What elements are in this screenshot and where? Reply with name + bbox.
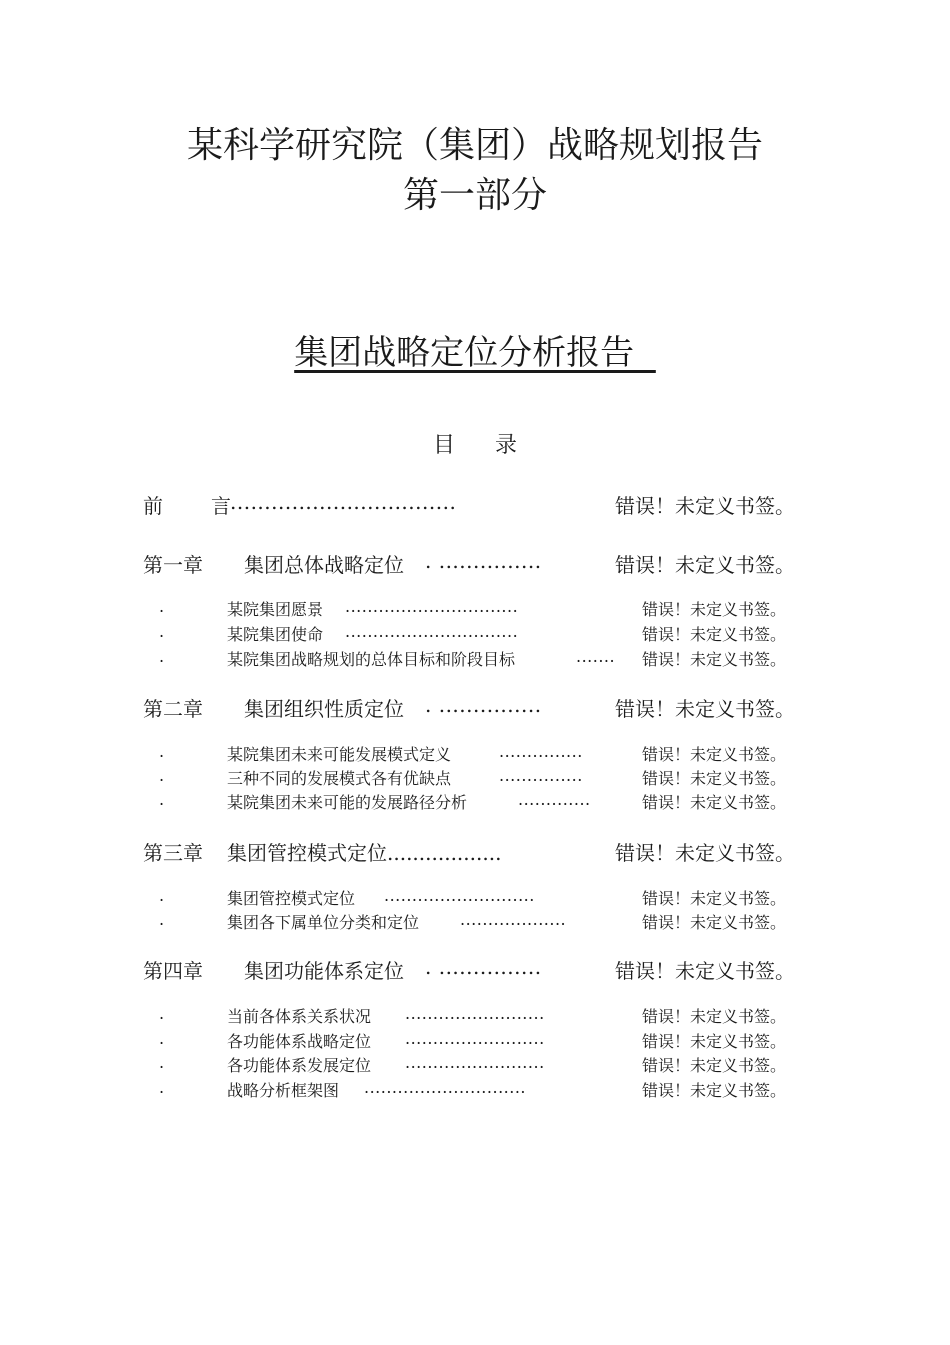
toc-chapter-number: 第二章 bbox=[143, 697, 203, 721]
toc-heading: 目录 bbox=[432, 433, 557, 458]
toc-leader-dots: ............... bbox=[499, 742, 583, 761]
toc-page-ref: 错误！未定义书签。 bbox=[642, 1081, 787, 1100]
toc-chapter-title: 集团总体战略定位 bbox=[244, 553, 404, 577]
toc-section-title: 某院集团未来可能发展模式定义 bbox=[227, 745, 452, 764]
toc-bullet: . bbox=[159, 1029, 165, 1048]
toc-chapter-title: 集团管控模式定位.................. bbox=[227, 841, 502, 865]
toc-leader-dots: ................... bbox=[460, 910, 567, 929]
toc-bullet: . bbox=[159, 1004, 165, 1023]
toc-chapter-title: 集团功能体系定位 bbox=[244, 959, 404, 983]
toc-leader-dots: ............................... bbox=[345, 597, 519, 616]
toc-page-ref: 错误！未定义书签。 bbox=[642, 1007, 787, 1026]
toc-bullet: . bbox=[159, 1078, 165, 1097]
toc-section-title: 某院集团战略规划的总体目标和阶段目标 bbox=[227, 650, 516, 669]
toc-chapter-number: 第四章 bbox=[143, 959, 203, 983]
toc-section-title: 各功能体系战略定位 bbox=[227, 1032, 372, 1051]
toc-page-ref: 错误！未定义书签。 bbox=[615, 697, 795, 721]
toc-leader-dots: . ............... bbox=[425, 693, 542, 717]
toc-bullet: . bbox=[159, 622, 165, 641]
toc-page-ref: 错误！未定义书签。 bbox=[642, 769, 787, 788]
toc-leader-dots: ....... bbox=[576, 647, 616, 666]
toc-page-ref: 错误！未定义书签。 bbox=[642, 793, 787, 812]
toc-page-ref: 错误！未定义书签。 bbox=[615, 959, 795, 983]
toc-page-ref: 错误！未定义书签。 bbox=[642, 913, 787, 932]
part-title: 第一部分 bbox=[402, 175, 547, 216]
toc-bullet: . bbox=[159, 597, 165, 616]
toc-page-ref: 错误！未定义书签。 bbox=[615, 553, 795, 577]
toc-page-ref: 错误！未定义书签。 bbox=[615, 494, 795, 518]
toc-bullet: . bbox=[159, 766, 165, 785]
toc-page-ref: 错误！未定义书签。 bbox=[642, 625, 787, 644]
toc-page-ref: 错误！未定义书签。 bbox=[642, 600, 787, 619]
toc-section-title: 集团管控模式定位 bbox=[227, 889, 356, 908]
toc-leader-dots: . ............... bbox=[425, 955, 542, 979]
toc-leader-dots: ............................... bbox=[345, 622, 519, 641]
toc-bullet: . bbox=[159, 910, 165, 929]
toc-page-ref: 错误！未定义书签。 bbox=[642, 1056, 787, 1075]
toc-section-title: 当前各体系关系状况 bbox=[227, 1007, 372, 1026]
report-title: 集团战略定位分析报告 bbox=[294, 333, 656, 373]
toc-leader-dots: ......................... bbox=[405, 1053, 545, 1072]
toc-bullet: . bbox=[159, 1053, 165, 1072]
toc-leader-dots: ........................... bbox=[384, 886, 535, 905]
toc-bullet: . bbox=[159, 790, 165, 809]
toc-section-title: 某院集团愿景 bbox=[227, 600, 324, 619]
toc-leader-dots: ......................... bbox=[405, 1004, 545, 1023]
toc-leader-dots: . ............... bbox=[425, 549, 542, 573]
toc-page-ref: 错误！未定义书签。 bbox=[615, 841, 795, 865]
toc-section-title: 集团各下属单位分类和定位 bbox=[227, 913, 420, 932]
toc-section-title: 各功能体系发展定位 bbox=[227, 1056, 372, 1075]
toc-leader-dots: ................................. bbox=[230, 490, 457, 514]
toc-leader-dots: ......................... bbox=[405, 1029, 545, 1048]
toc-section-title: 某院集团使命 bbox=[227, 625, 324, 644]
toc-bullet: . bbox=[159, 742, 165, 761]
toc-page-ref: 错误！未定义书签。 bbox=[642, 650, 787, 669]
toc-page-ref: 错误！未定义书签。 bbox=[642, 745, 787, 764]
toc-bullet: . bbox=[159, 886, 165, 905]
toc-chapter-number: 第一章 bbox=[143, 553, 203, 577]
toc-bullet: . bbox=[159, 647, 165, 666]
report-title-wrap bbox=[0, 325, 950, 374]
document-title: 某科学研究院（集团）战略规划报告 bbox=[186, 125, 763, 166]
toc-chapter-number: 第三章 bbox=[143, 841, 203, 865]
toc-leader-dots: ............................. bbox=[364, 1078, 526, 1097]
toc-section-title: 某院集团未来可能的发展路径分析 bbox=[227, 793, 468, 812]
toc-page-ref: 错误！未定义书签。 bbox=[642, 1032, 787, 1051]
toc-section-title: 三种不同的发展模式各有优缺点 bbox=[227, 769, 452, 788]
toc-chapter-title: 集团组织性质定位 bbox=[244, 697, 404, 721]
toc-section-title: 战略分析框架图 bbox=[227, 1081, 340, 1100]
toc-leader-dots: ............. bbox=[518, 790, 591, 809]
toc-label: 前 言 bbox=[143, 494, 245, 518]
toc-leader-dots: ............... bbox=[499, 766, 583, 785]
toc-page-ref: 错误！未定义书签。 bbox=[642, 889, 787, 908]
